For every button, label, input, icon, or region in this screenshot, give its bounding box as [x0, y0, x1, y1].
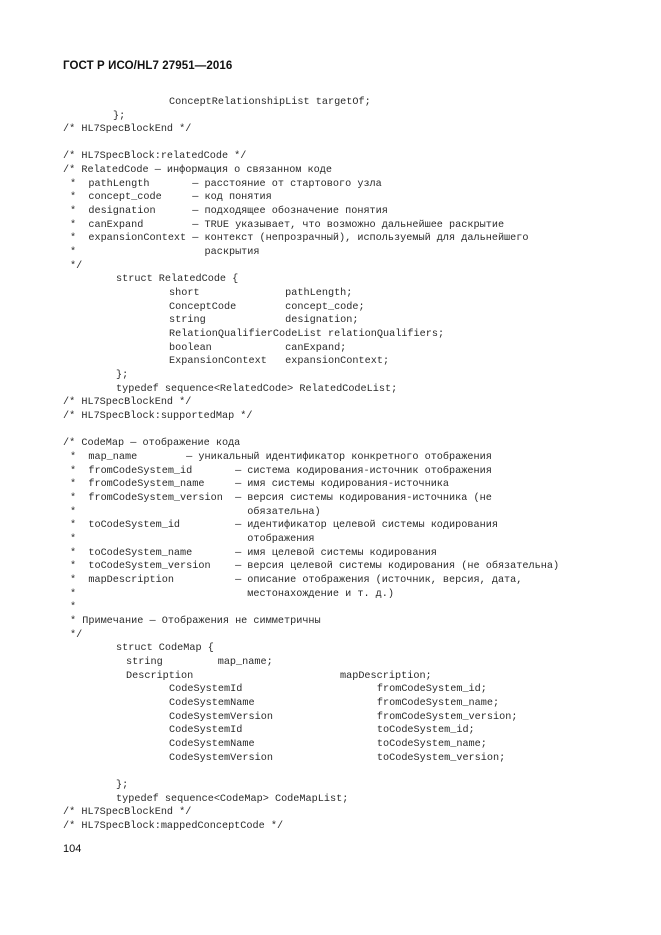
- code-line: * toCodeSystem_id — идентификатор целевой системы кодирования: [70, 520, 498, 531]
- code-line: * toCodeSystem_name — имя целевой системы кодирования: [70, 548, 437, 559]
- code-line: typedef sequence<RelatedCode> RelatedCodeList;: [116, 384, 398, 395]
- code-line: /* HL7SpecBlockEnd */: [63, 397, 192, 408]
- code-line: ConceptRelationshipList targetOf;: [169, 97, 371, 108]
- code-line: };: [116, 780, 129, 791]
- code-line: string designation;: [169, 315, 359, 326]
- code-line: CodeSystemName toCodeSystem_name;: [169, 739, 487, 750]
- code-line: boolean canExpand;: [169, 343, 347, 354]
- document-header: ГОСТ Р ИСО/HL7 27951—2016: [63, 60, 233, 72]
- code-line: CodeSystemVersion fromCodeSystem_version;: [169, 712, 518, 723]
- code-line: /* HL7SpecBlock:supportedMap */: [63, 411, 253, 422]
- code-line: * обязательна): [70, 507, 321, 518]
- code-line: /* CodeMap — отображение кода: [63, 438, 241, 449]
- code-line: * canExpand — TRUE указывает, что возможно дальнейшее раскрытие: [70, 220, 505, 231]
- code-line: * designation — подходящее обозначение понятия: [70, 206, 388, 217]
- code-line: /* HL7SpecBlockEnd */: [63, 124, 192, 135]
- code-line: * fromCodeSystem_name — имя системы кодирования-источника: [70, 479, 450, 490]
- code-line: CodeSystemId fromCodeSystem_id;: [169, 684, 487, 695]
- code-line: * toCodeSystem_version — версия целевой системы кодирования (не обязательна): [70, 561, 560, 572]
- code-line: * fromCodeSystem_id — система кодирования-источник отображения: [70, 466, 492, 477]
- code-line: *: [70, 602, 77, 613]
- code-line: /* HL7SpecBlock:mappedConceptCode */: [63, 821, 284, 832]
- code-line: * раскрытия: [70, 247, 260, 258]
- code-line: * expansionContext — контекст (непрозрачный), используемый для дальнейшего: [70, 233, 529, 244]
- code-line: * Примечание — Отображения не симметричны: [70, 616, 321, 627]
- code-line: * map_name — уникальный идентификатор конкретного отображения: [70, 452, 492, 463]
- code-line: * fromCodeSystem_version — версия системы кодирования-источника (не: [70, 493, 492, 504]
- code-line: };: [113, 111, 126, 122]
- code-line: struct CodeMap {: [116, 643, 214, 654]
- code-line: ExpansionContext expansionContext;: [169, 356, 390, 367]
- code-line: * concept_code — код понятия: [70, 192, 272, 203]
- code-line: typedef sequence<CodeMap> CodeMapList;: [116, 794, 349, 805]
- code-line: * pathLength — расстояние от стартового узла: [70, 179, 382, 190]
- code-line: CodeSystemVersion toCodeSystem_version;: [169, 753, 506, 764]
- code-line: * отображения: [70, 534, 315, 545]
- code-line: */: [70, 630, 83, 641]
- code-line: /* RelatedCode — информация о связанном коде: [63, 165, 332, 176]
- code-line: CodeSystemId toCodeSystem_id;: [169, 725, 475, 736]
- code-line: string map_name;: [126, 657, 273, 668]
- code-line: ConceptCode concept_code;: [169, 302, 365, 313]
- code-line: CodeSystemName fromCodeSystem_name;: [169, 698, 500, 709]
- code-line: Description mapDescription;: [126, 671, 432, 682]
- code-line: struct RelatedCode {: [116, 274, 239, 285]
- code-line: /* HL7SpecBlock:relatedCode */: [63, 151, 247, 162]
- code-line: */: [70, 261, 83, 272]
- code-line: * mapDescription — описание отображения (источник, версия, дата,: [70, 575, 523, 586]
- code-line: };: [116, 370, 129, 381]
- code-line: short pathLength;: [169, 288, 353, 299]
- code-line: /* HL7SpecBlockEnd */: [63, 807, 192, 818]
- page-number: 104: [63, 843, 82, 855]
- code-line: * местонахождение и т. д.): [70, 589, 395, 600]
- code-line: RelationQualifierCodeList relationQualifiers;: [169, 329, 445, 340]
